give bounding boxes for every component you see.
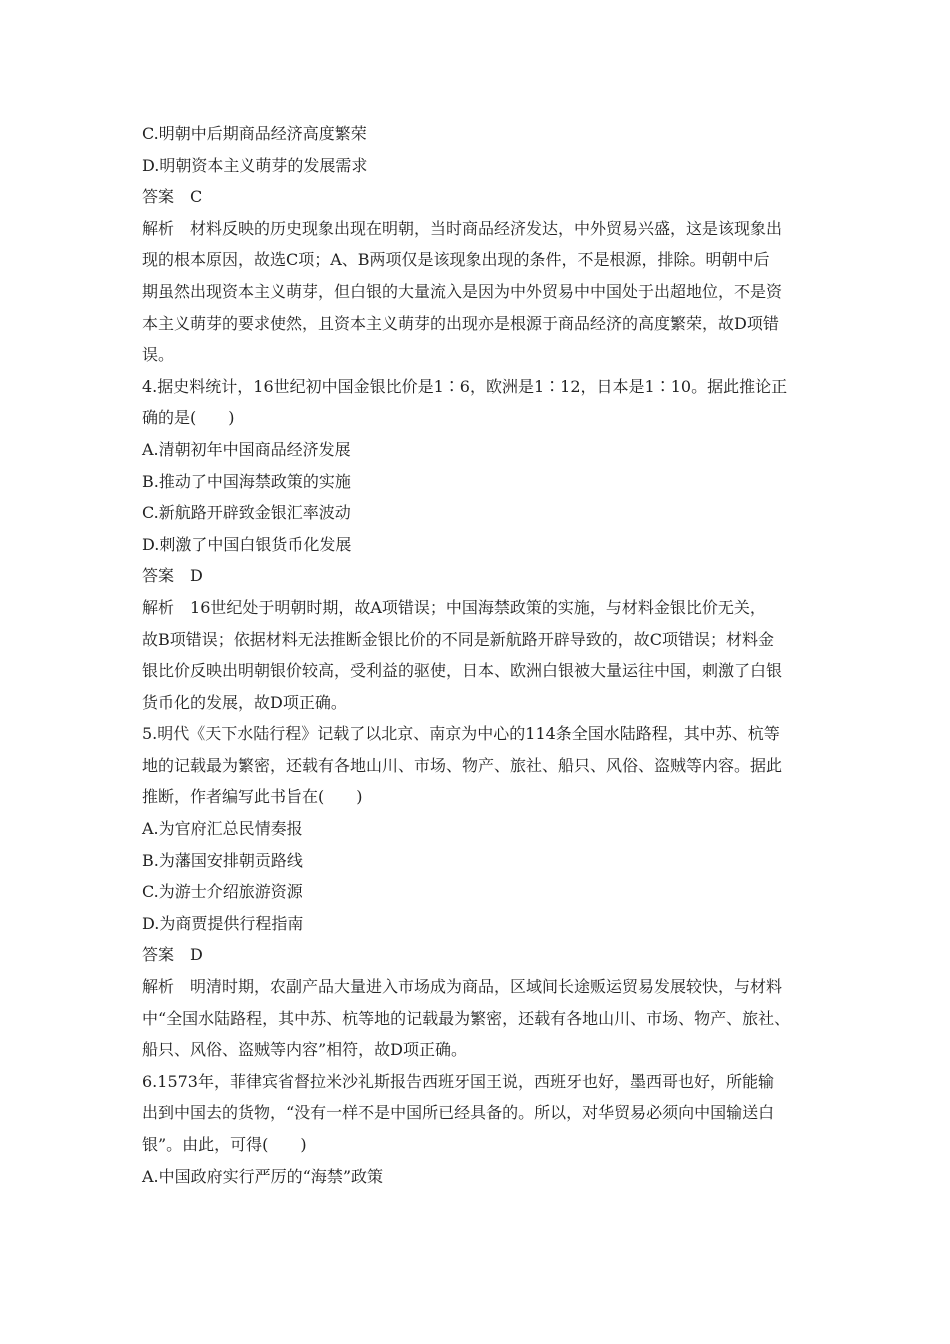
- q4-answer: [142, 560, 824, 592]
- q3-analysis-line: 现的根本原因，故选C项；A、B两项仅是该现象出现的条件，不是根源，排除。明朝中后: [142, 250, 770, 270]
- q4-analysis-line: 故B项错误；依据材料无法推断金银比价的不同是新航路开辟导致的，故C项错误；材料金: [142, 629, 775, 649]
- q5-analysis-line: 船只、风俗、盗贼等内容”相符，故D项正确。: [142, 1040, 468, 1060]
- q5-analysis-line: 中“全国水陆路程，其中苏、杭等地的记载最为繁密，还载有各地山川、市场、物产、旅社、: [142, 1008, 791, 1028]
- q4-analysis-line: 银比价反映出明朝银价较高，受利益的驱使，日本、欧洲白银被大量运往中国，刺激了白银: [142, 661, 783, 681]
- analysis-label: 解析: [142, 977, 175, 997]
- q4-option-c: C.新航路开辟致金银汇率波动: [142, 503, 351, 523]
- q4-option-b: B.推动了中国海禁政策的实施: [142, 471, 351, 491]
- analysis-text: 材料反映的历史现象出现在明朝，当时商品经济发达，中外贸易兴盛，这是该现象出: [190, 218, 783, 238]
- analysis-label: 解析: [142, 597, 175, 617]
- answer-value: D: [190, 945, 203, 965]
- q5-stem-line: 推断，作者编写此书旨在( ): [142, 787, 363, 807]
- answer-label: 答案: [142, 566, 175, 586]
- q4-option-d: D.刺激了中国白银货币化发展: [142, 534, 352, 554]
- q5-option-b: B.为藩国安排朝贡路线: [142, 850, 303, 870]
- q3-analysis-line: 本主义萌芽的要求使然，且资本主义萌芽的出现亦是根源于商品经济的高度繁荣，故D项错: [142, 313, 779, 333]
- q4-analysis-line: [142, 592, 824, 624]
- q3-option-c: C.明朝中后期商品经济高度繁荣: [142, 124, 367, 143]
- q5-answer: [142, 939, 824, 971]
- answer-value: C: [190, 187, 203, 207]
- document-content: [142, 118, 824, 1192]
- answer-label: 答案: [142, 945, 175, 965]
- q3-answer: [142, 181, 824, 213]
- q3-analysis-line: 误。: [142, 345, 175, 365]
- q4-stem-line: 4.据史料统计，16世纪初中国金银比价是1∶6，欧洲是1∶12，日本是1∶10。据此推论正: [142, 376, 788, 396]
- q5-option-c: C.为游士介绍旅游资源: [142, 882, 303, 902]
- q5-option-d: D.为商贾提供行程指南: [142, 913, 304, 933]
- q6-option-a: A.中国政府实行严厉的“海禁”政策: [142, 1166, 384, 1186]
- q6-stem-line: 6.1573年，菲律宾省督拉米沙礼斯报告西班牙国王说，西班牙也好，墨西哥也好，所能输: [142, 1071, 774, 1091]
- answer-label: 答案: [142, 187, 175, 207]
- q5-stem-line: 5.明代《天下水陆行程》记载了以北京、南京为中心的114条全国水陆路程，其中苏、杭等: [142, 724, 780, 744]
- q6-stem-line: 出到中国去的货物，“没有一样不是中国所已经具备的。所以，对华贸易必须向中国输送白: [142, 1103, 775, 1123]
- q5-stem-line: 地的记载最为繁密，还载有各地山川、市场、物产、旅社、船只、风俗、盗贼等内容。据此: [142, 755, 783, 775]
- analysis-text: 16世纪处于明朝时期，故A项错误；中国海禁政策的实施，与材料金银比价无关，: [190, 597, 766, 617]
- answer-value: D: [190, 566, 203, 586]
- q3-analysis-line: 期虽然出现资本主义萌芽，但白银的大量流入是因为中外贸易中中国处于出超地位，不是资: [142, 281, 783, 301]
- q5-option-a: A.为官府汇总民情奏报: [142, 819, 303, 839]
- analysis-text: 明清时期，农副产品大量进入市场成为商品，区域间长途贩运贸易发展较快，与材料: [190, 977, 783, 997]
- q4-stem-line: 确的是( ): [142, 408, 235, 428]
- q3-option-d: D.明朝资本主义萌芽的发展需求: [142, 155, 368, 175]
- q6-stem-line: 银”。由此，可得( ): [142, 1135, 307, 1154]
- q3-analysis-line: [142, 213, 824, 245]
- q4-analysis-line: 货币化的发展，故D项正确。: [142, 692, 347, 712]
- analysis-label: 解析: [142, 218, 175, 238]
- q4-option-a: A.清朝初年中国商品经济发展: [142, 439, 351, 459]
- q5-analysis-line: [142, 971, 824, 1003]
